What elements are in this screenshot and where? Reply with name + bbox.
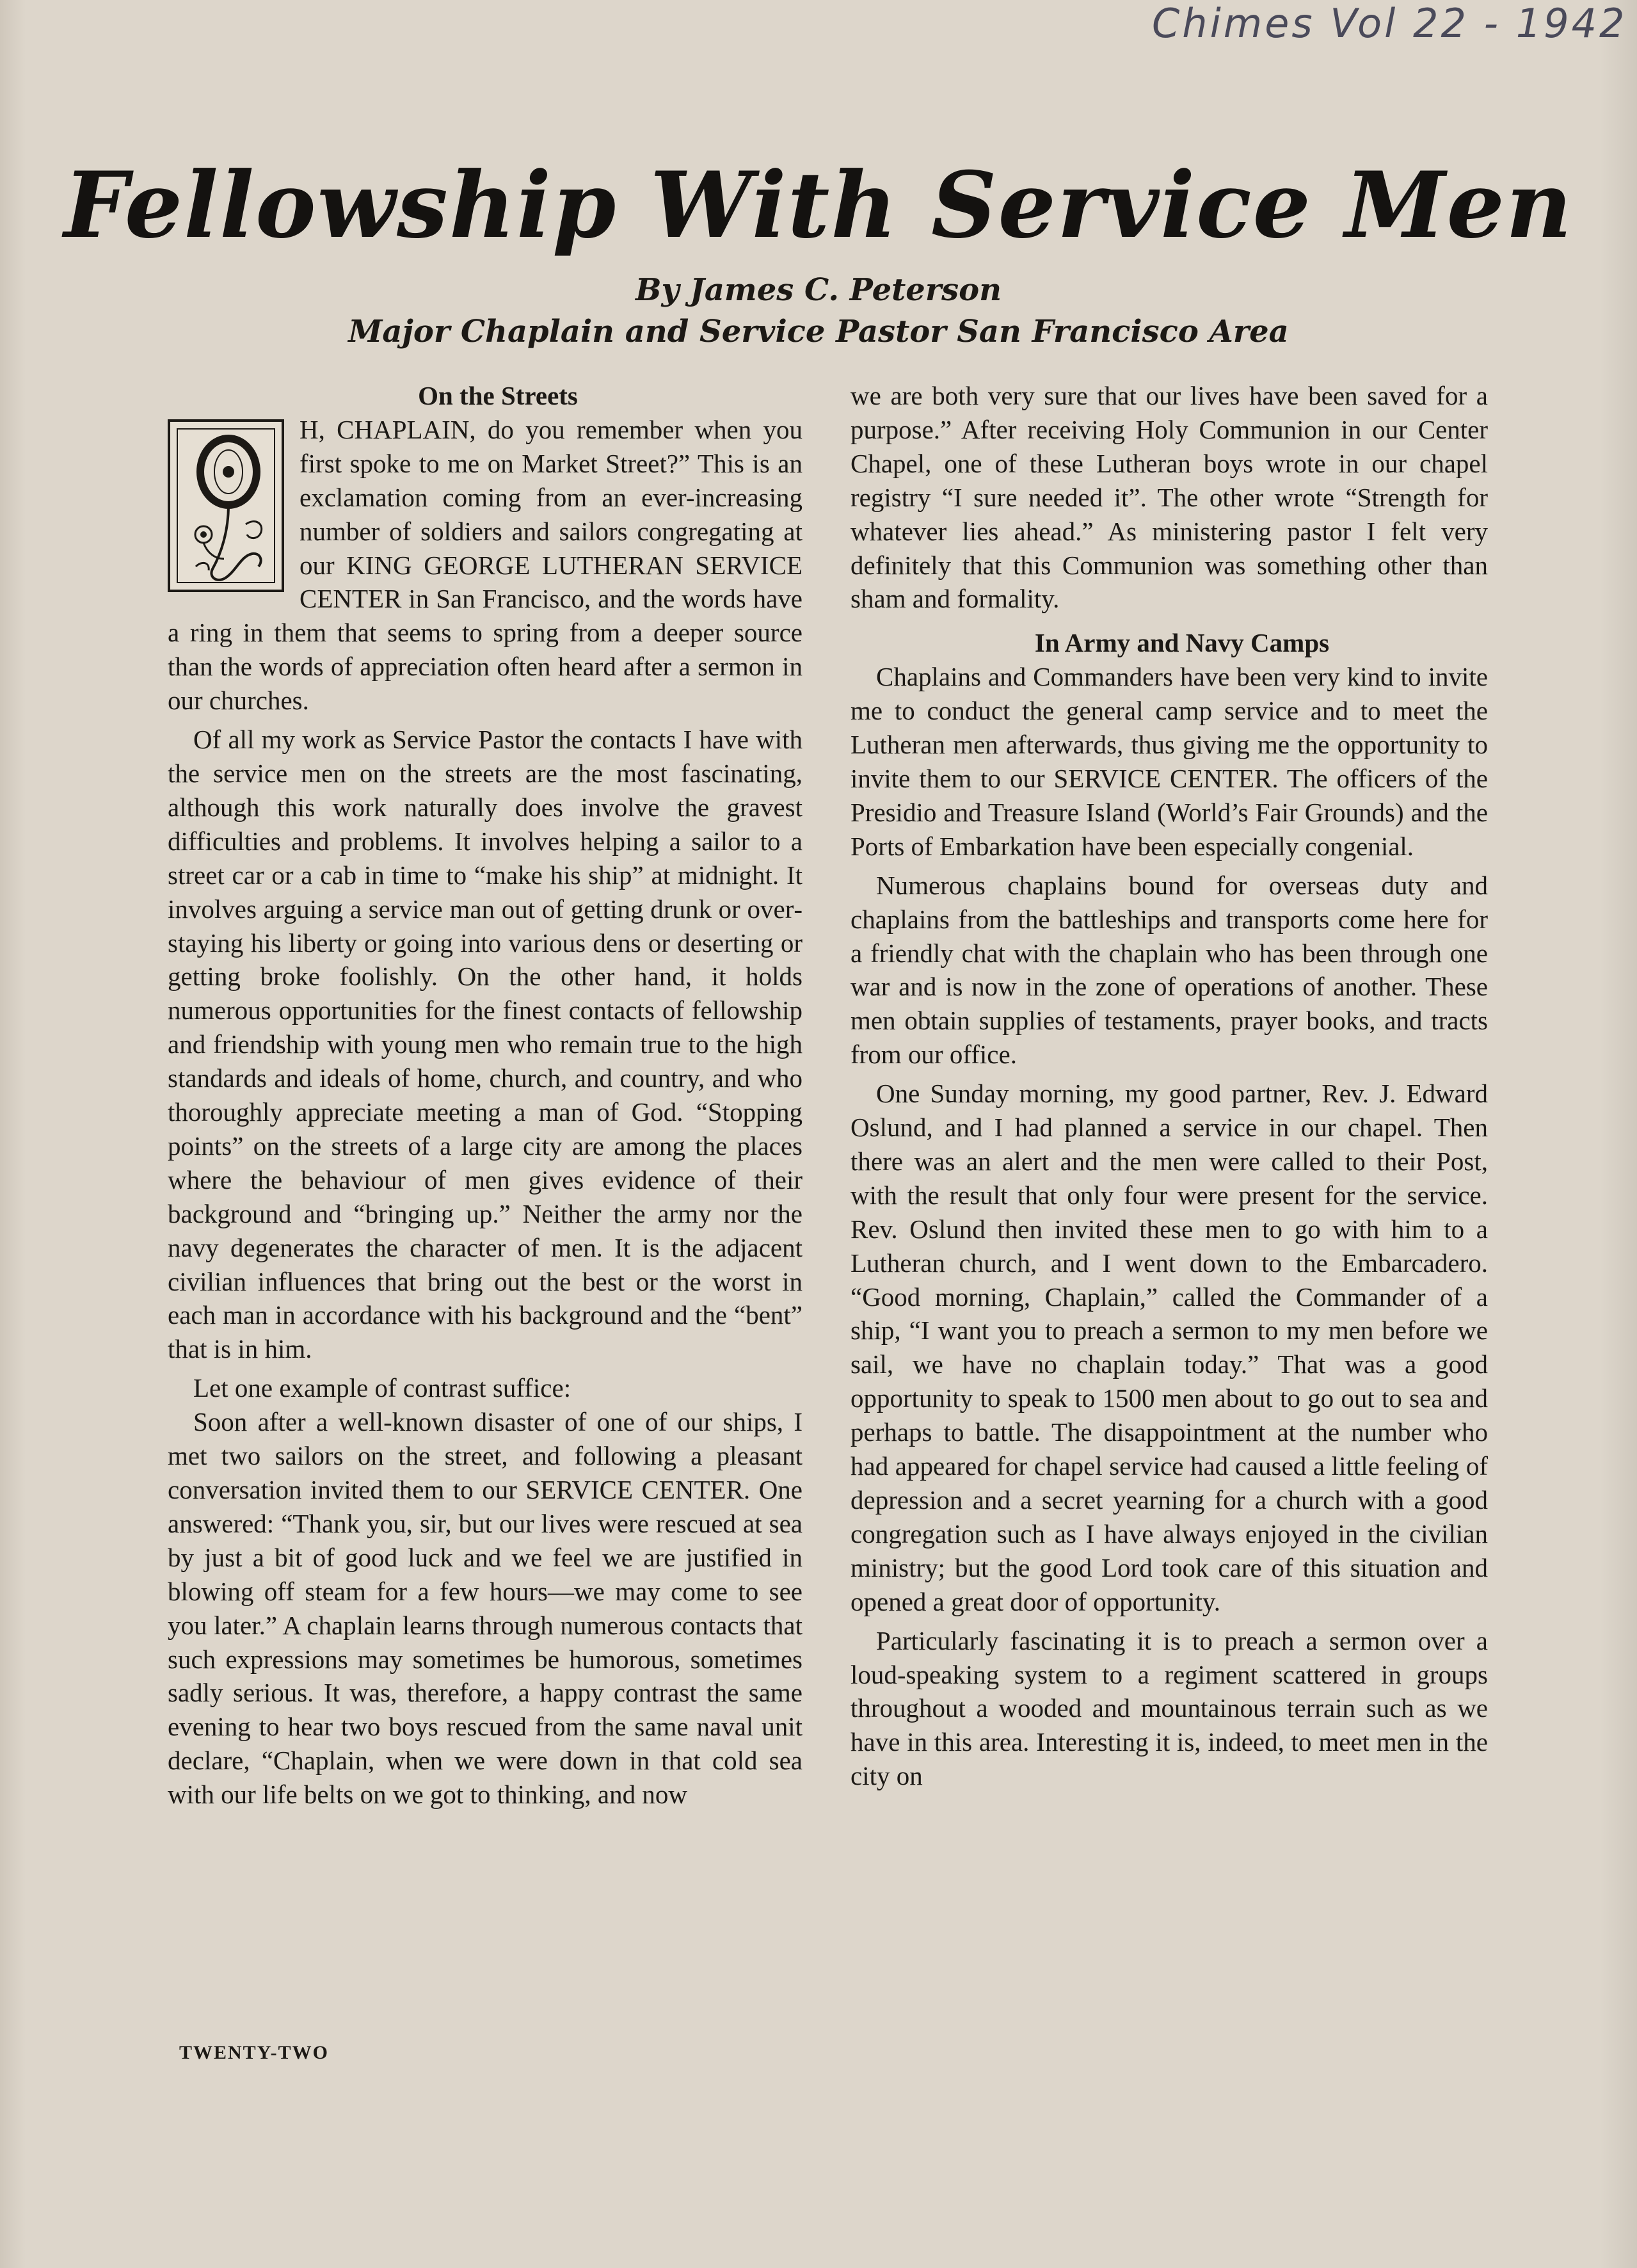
paragraph: Chaplains and Commanders have been very kind to invite me to conduct the general camp service and to meet the Lutheran men afterwards, thus giving me the opportunity to invite them to our SERVICE CENTER. The officers of the Presidio and Treasure Island (World’s Fair Grounds) and the Ports of Embarkation have been especially congenial.: [850, 662, 1488, 861]
article-title: Fellowship With Service Men: [63, 152, 1574, 259]
handwritten-annotation: Chimes Vol 22 - 1942: [1152, 0, 1627, 47]
page-number: TWENTY-TWO: [179, 2042, 329, 2063]
ornament-icon: [170, 422, 287, 595]
paragraph: One Sunday morning, my good partner, Rev. J. Edward Oslund, and I had planned a service in our chapel. Then there was an alert and the men were called to their Post, with the result that only four were present for the service. Rev. Oslund then invited these men to go with him to a Lutheran church, and I went down to the Embarcadero. “Good morning, Chaplain,” called the Commander of a ship, “I want you to preach a sermon to my men before we sail, we have no chaplain today.” That was a good opportunity to speak to 1500 men about to go out to sea and perhaps to battle. The disappointment at the number who had appeared for chapel service had caused a little feeling of depression and a secret yearning for a church with a good congregation such as I have always enjoyed in the civilian ministry; but the good Lord took care of this situation and opened a great door of opportunity.: [850, 1079, 1488, 1616]
paragraph: Numerous chaplains bound for overseas duty and chaplains from the battleships and transports come here for a friendly chat with the chaplain who has been through one war and is now in the zone of operations of another. These men obtain supplies of testaments, prayer books, and tracts from our office.: [850, 870, 1488, 1070]
paragraph: Particularly fascinating it is to preach a sermon over a loud-speaking system to a regiment scattered in groups throughout a wooded and mountainous terrain such as we have in this area. Interesting it is, indeed, to meet men in the city on: [850, 1625, 1488, 1791]
paragraph: Soon after a well-known disaster of one of our ships, I met two sailors on the street, and following a pleasant conversation invited them to our SERVICE CENTER. One answered: “Thank you, sir, but our lives were rescued at sea by just a bit of good luck and we feel we are justified in blowing off steam for a few hours—we may come to see you later.” A chaplain learns through numerous contacts that such expressions may sometimes be humorous, sometimes sadly serious. It was, therefore, a happy contrast the same evening to hear two boys rescued from the same naval unit declare, “Chaplain, when we were down in that cold sea with our life belts on we got to thinking, and now: [168, 1407, 803, 1810]
right-column: [850, 379, 1488, 1793]
paragraph: H, CHAPLAIN, do you remember when you first spoke to me on Market Street?” This is an exclamation coming from an ever-increasing number of soldiers and sailors congregating at our KING GEORGE LUTHERAN SERVICE CENTER in San Francisco, and the words have a ring in them that seems to spring from a deeper source than the words of appreciation often heard after a sermon in our churches.: [168, 414, 803, 716]
paragraph: Let one example of contrast suffice:: [193, 1373, 571, 1403]
paragraph: we are both very sure that our lives have been saved for a purpose.” After receiving Holy Communion in our Center Chapel, one of these Lutheran boys wrote in our chapel registry “I sure needed it”. The other wrote “Strength for whatever lies ahead.” As ministering pastor I felt very definitely that this Communion was something other than sham and formality.: [850, 381, 1488, 614]
paragraph: Of all my work as Service Pastor the contacts I have with the service men on the streets are the most fascinating, although this work naturally does involve the gravest difficulties and problems. It involves helping a sailor to a street car or a cab in time to “make his ship” at midnight. It involves arguing a service man out of getting drunk or overstaying his liberty or going into various dens or deserting or getting broke foolishly. On the other hand, it holds numerous opportunities for the finest contacts of fellowship and friendship with young men who remain true to the high standards and ideals of home, church, and country, and who thoroughly appreciate meeting a man of God. “Stopping points” on the streets of a large city are among the places where the behaviour of men gives evidence of their background and “bringing up.” Neither the army nor the navy degenerates the character of men. It is the adjacent civilian influences that bring out the best or the worst in each man in accordance with his background and the “bent” that is in him.: [168, 725, 803, 1364]
author-byline: By James C. Peterson: [635, 272, 1002, 308]
section-heading-streets: On the Streets: [418, 381, 578, 410]
section-heading-camps: In Army and Navy Camps: [1034, 628, 1330, 658]
decorative-dropcap: [168, 419, 284, 592]
author-role: Major Chaplain and Service Pastor San Francisco Area: [348, 314, 1289, 350]
left-column: [168, 379, 803, 1812]
